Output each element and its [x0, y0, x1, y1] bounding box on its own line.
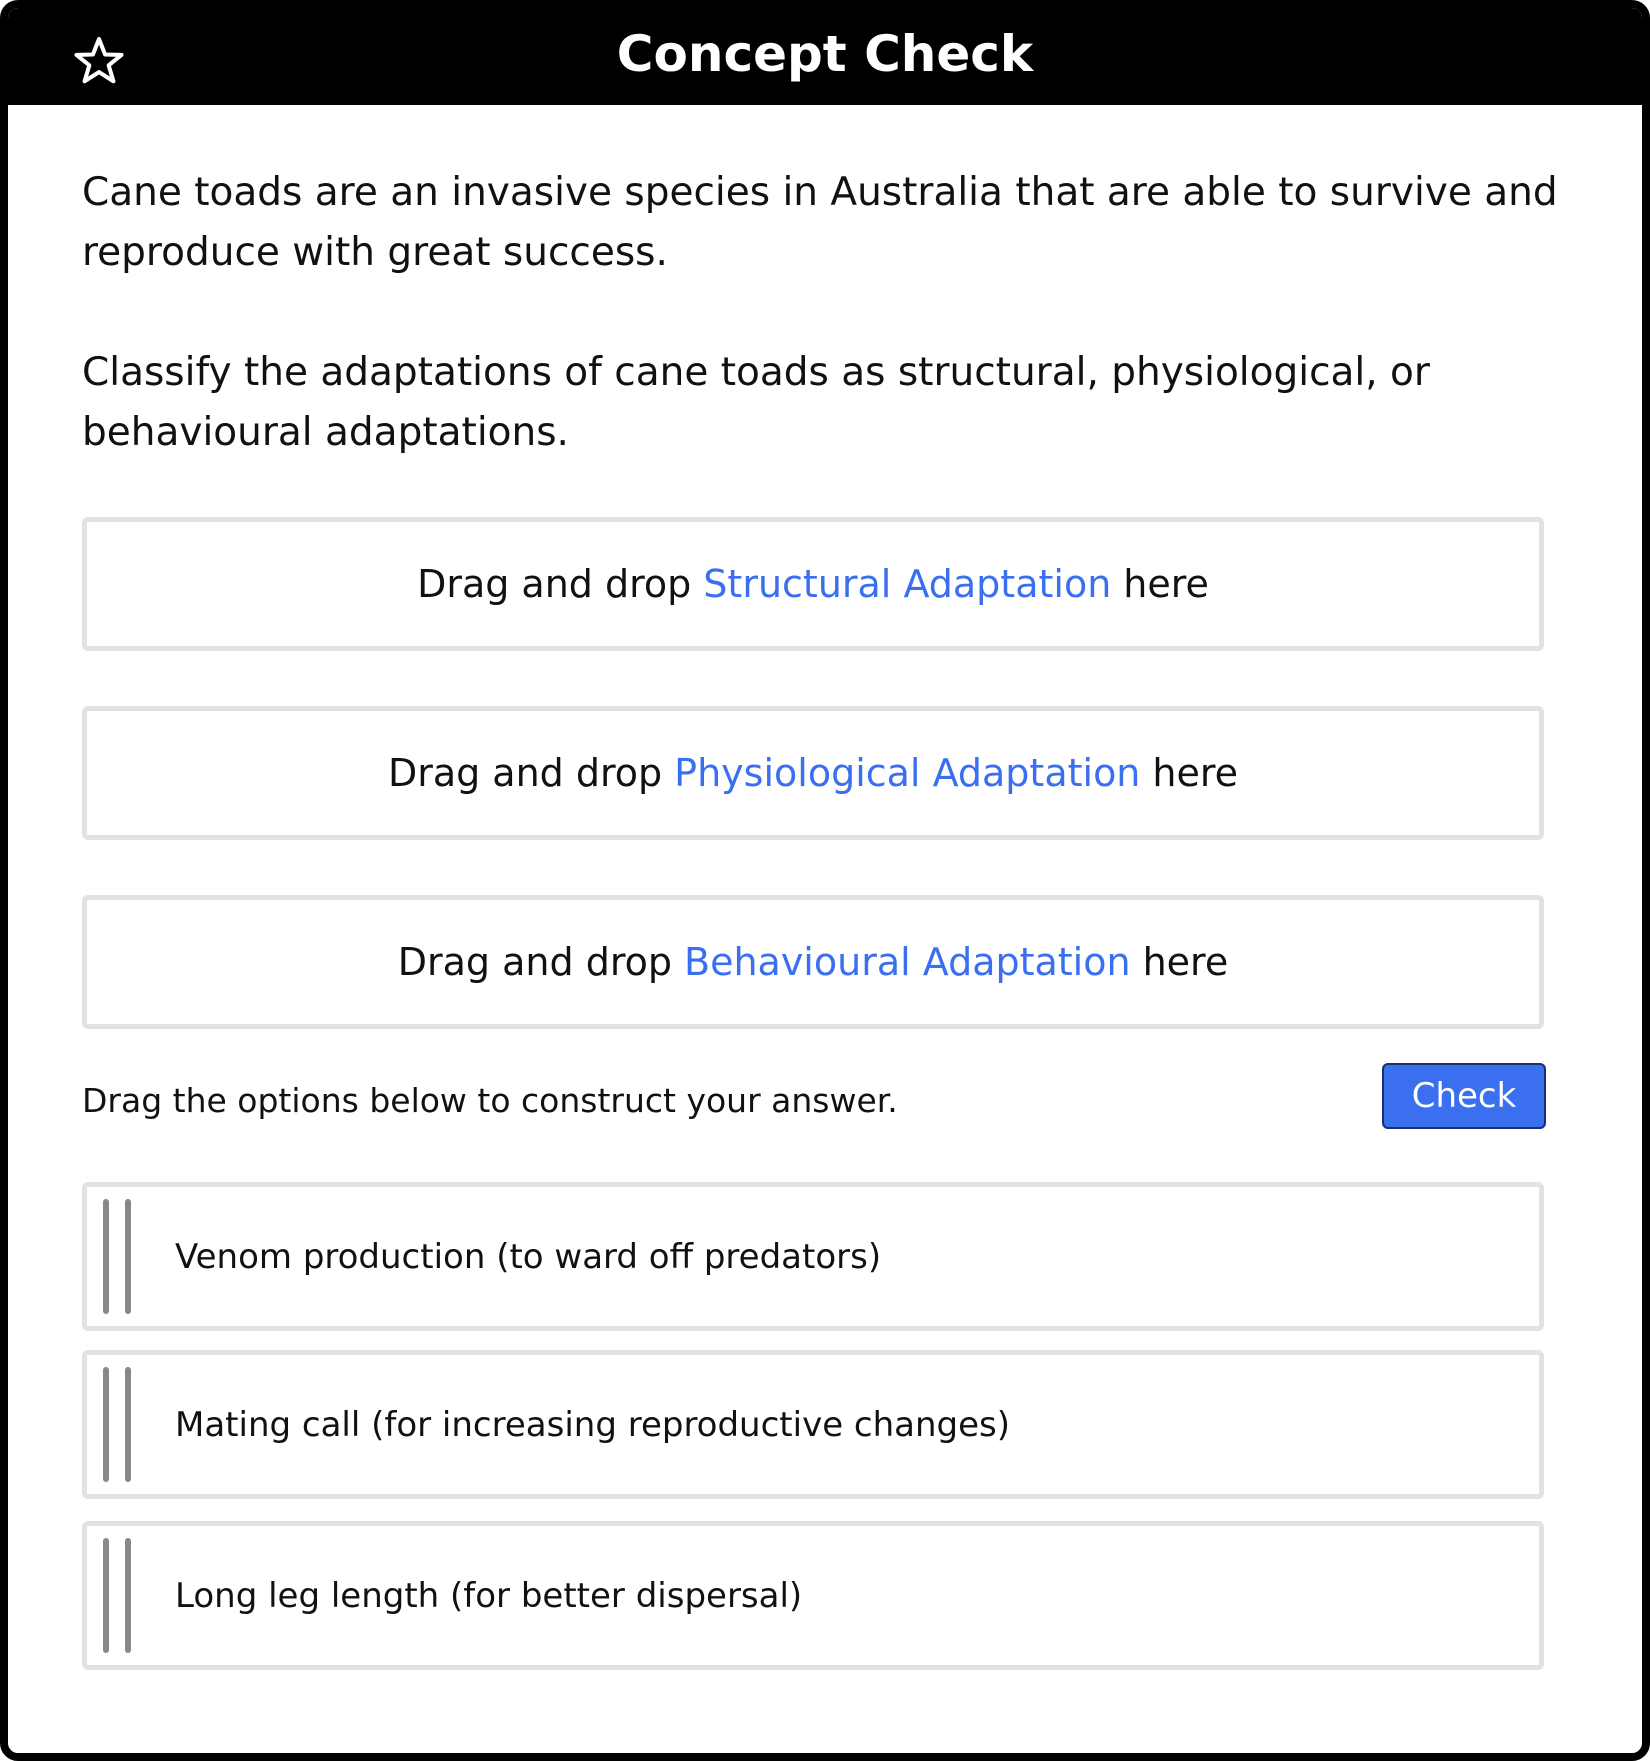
dropzone-structural[interactable]: [82, 517, 1544, 651]
dropzone-suffix: here: [1142, 940, 1229, 984]
dropzone-prefix: Drag and drop: [387, 751, 663, 795]
dropzone-prefix: Drag and drop: [397, 940, 672, 984]
question-instruction: Classify the adaptations of cane toads as structural, physiological, or behavioural adaptations.: [82, 350, 1430, 455]
option-label: Venom production (to ward off predators): [175, 1236, 882, 1277]
drag-handle-icon[interactable]: [99, 1199, 129, 1314]
dropzone-category: Physiological Adaptation: [674, 751, 1141, 795]
drag-instruction: Drag the options below to construct your answer.: [82, 1081, 898, 1120]
dropzone-physiological[interactable]: [82, 706, 1544, 840]
dropzone-category: Behavioural Adaptation: [684, 940, 1131, 984]
draggable-option[interactable]: [82, 1521, 1544, 1670]
page-title: Concept Check: [616, 25, 1034, 83]
draggable-option[interactable]: [82, 1350, 1544, 1499]
dropzone-suffix: here: [1152, 751, 1239, 795]
dropzone-prefix: Drag and drop: [417, 562, 692, 606]
dropzone-behavioural[interactable]: [82, 895, 1544, 1029]
dropzone-suffix: here: [1123, 562, 1209, 606]
option-label: Long leg length (for better dispersal): [175, 1575, 803, 1616]
dropzone-category: Structural Adaptation: [703, 562, 1112, 606]
drag-handle-icon[interactable]: [99, 1538, 129, 1653]
header-bar: [8, 8, 1642, 105]
check-button[interactable]: Check: [1382, 1063, 1546, 1129]
question-intro: Cane toads are an invasive species in Australia that are able to survive and reproduce with great success.: [82, 170, 1558, 275]
draggable-option[interactable]: [82, 1182, 1544, 1331]
drag-handle-icon[interactable]: [99, 1367, 129, 1482]
option-label: Mating call (for increasing reproductive changes): [175, 1404, 1011, 1445]
